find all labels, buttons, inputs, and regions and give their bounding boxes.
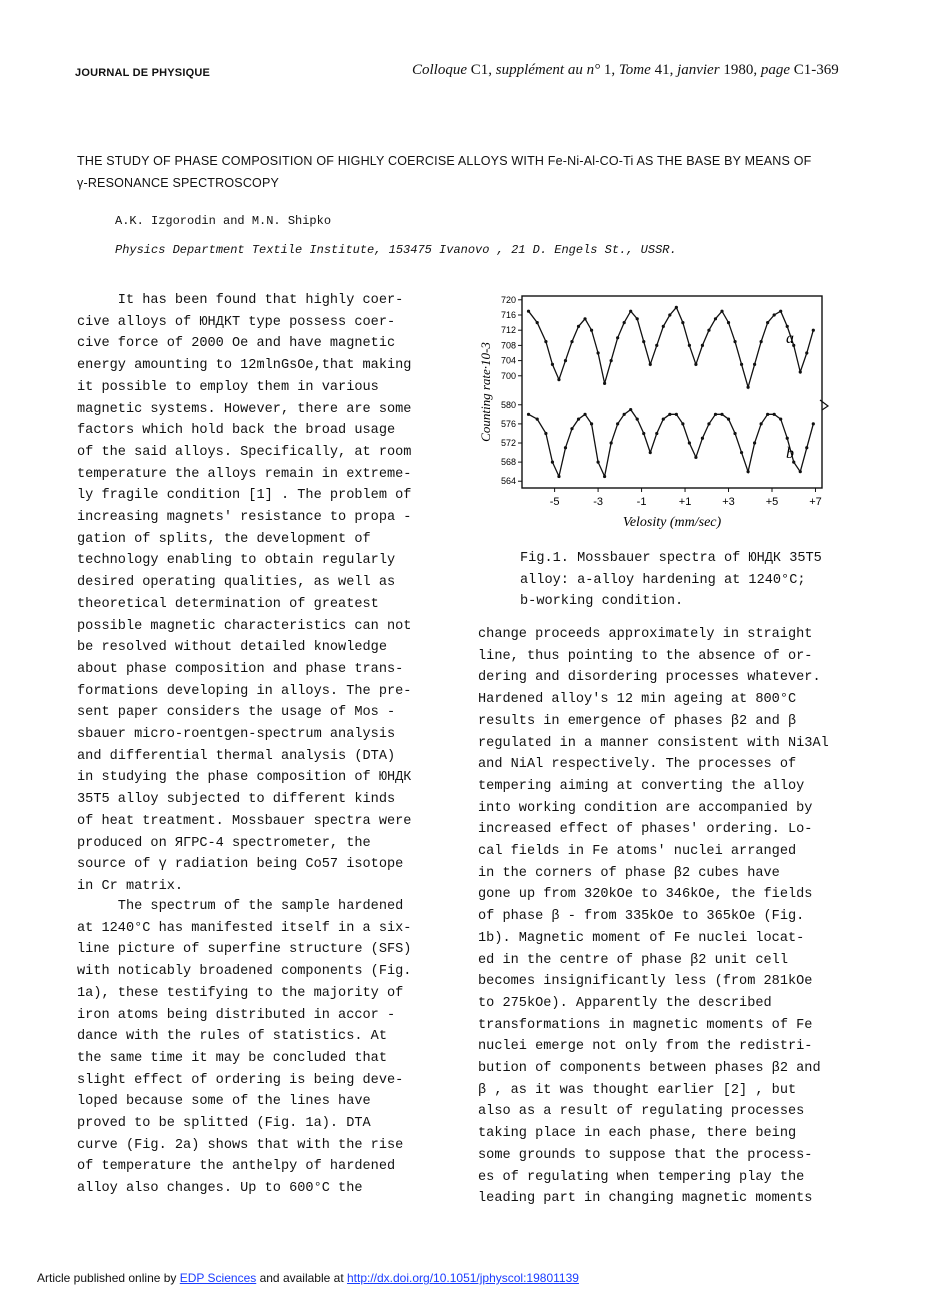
data-point-b <box>720 413 723 416</box>
body-column-left-paragraph-1: It has been found that highly coer- cive alloys of ЮНДКТ type possess coer- cive force of 2000 Oe and have magnetic energy amounting to 12mlnGsOe,that making it possible to employ them in various magnetic systems. However, there are some factors which hold back the broad usage of the said alloys. Specifically, at room temperature the alloys remain in extreme- ly fragile condition [1] . The problem of increasing magnets' resistance to propa - gation of splits, the development of technology enabling to obtain regularly desired operating qualities, as well as theoretical determination of greatest possible magnetic characteristics can not be resolved without detailed knowledge about phase composition and phase trans- formations developing in alloys. The pre- sent paper considers the usage of Mos - sbauer micro-roentgen-spectrum analysis and differential thermal analysis (DTA) in studying the phase composition of ЮНДК 35T5 alloy subjected to different kinds of heat treatment. Mossbauer spectra were produced on ЯГРС-4 spectrometer, the source of γ radiation being Co57 isotope in Cr matrix. <box>77 293 412 894</box>
data-point-b <box>590 422 593 425</box>
data-point-b <box>753 441 756 444</box>
data-point-a <box>727 321 730 324</box>
data-point-a <box>623 321 626 324</box>
x-tick-label: +1 <box>678 496 692 508</box>
footer-middle: and available at <box>256 1271 347 1285</box>
data-point-b <box>662 418 665 421</box>
data-point-b <box>812 422 815 425</box>
y-tick-label: 576 <box>500 418 516 429</box>
data-point-b <box>629 408 632 411</box>
data-point-a <box>655 344 658 347</box>
y-tick-label: 572 <box>500 438 516 448</box>
data-point-b <box>701 437 704 440</box>
colloque-part: C1-369 <box>789 62 839 78</box>
data-point-b <box>805 446 808 449</box>
data-point-a <box>662 325 665 328</box>
data-point-b <box>714 413 717 416</box>
y-tick-label: 720 <box>500 294 516 305</box>
data-point-b <box>733 432 736 435</box>
colloque-part: 41, <box>650 62 678 78</box>
x-tick-label: -1 <box>636 496 647 508</box>
data-point-b <box>779 418 782 421</box>
x-tick-label: -5 <box>549 496 560 508</box>
data-point-a <box>668 313 671 316</box>
figure-caption: Fig.1. Mossbauer spectra of ЮНДК 35T5 alloy: a-alloy hardening at 1240°C; b-working condition. <box>520 551 822 610</box>
data-point-a <box>642 340 645 343</box>
data-point-a <box>681 321 684 324</box>
data-point-b <box>557 475 560 478</box>
series-label-b: b <box>786 445 794 462</box>
data-point-a <box>786 325 789 328</box>
data-point-b <box>707 422 710 425</box>
mossbauer-spectra-figure <box>470 288 845 538</box>
colloque-part: page <box>760 62 790 78</box>
y-axis-label: Counting rate·10-3 <box>478 342 493 442</box>
data-point-b <box>623 413 626 416</box>
data-point-a <box>544 340 547 343</box>
data-point-a <box>773 313 776 316</box>
data-point-a <box>753 363 756 366</box>
data-point-b <box>668 413 671 416</box>
data-point-a <box>557 378 560 381</box>
data-point-b <box>616 422 619 425</box>
data-point-a <box>583 317 586 320</box>
data-point-a <box>714 317 717 320</box>
plot-frame <box>522 296 822 488</box>
x-tick-label: +3 <box>722 496 735 508</box>
data-point-a <box>527 310 530 313</box>
paper-title: THE STUDY OF PHASE COMPOSITION OF HIGHLY COERCISE ALLOYS WITH Fe-Ni-Al-CO-Ti AS THE BASE BY MEANS OF γ-RESONANCE SPECTROSCOPY <box>77 154 812 190</box>
data-point-a <box>629 310 632 313</box>
colloque-part: supplément au n° <box>495 62 601 78</box>
series-line-a <box>529 307 814 387</box>
data-point-a <box>551 363 554 366</box>
data-point-a <box>603 382 606 385</box>
y-tick-label: 568 <box>500 457 516 468</box>
y-tick-label: 712 <box>500 325 516 336</box>
data-point-a <box>740 363 743 366</box>
data-point-a <box>649 363 652 366</box>
data-point-b <box>603 475 606 478</box>
data-point-b <box>655 432 658 435</box>
colloque-part: Tome <box>618 62 651 78</box>
data-point-a <box>707 329 710 332</box>
data-point-b <box>727 418 730 421</box>
data-point-b <box>786 437 789 440</box>
data-point-b <box>799 470 802 473</box>
data-point-b <box>694 456 697 459</box>
data-point-a <box>701 344 704 347</box>
data-point-a <box>675 306 678 309</box>
colloque-part: janvier <box>677 62 720 78</box>
data-point-a <box>779 310 782 313</box>
edp-sciences-link[interactable]: EDP Sciences <box>179 1271 257 1285</box>
y-tick-label: 580 <box>500 399 516 410</box>
data-point-b <box>649 451 652 454</box>
data-point-b <box>544 432 547 435</box>
x-tick-label: -3 <box>593 496 603 508</box>
data-point-a <box>805 351 808 354</box>
data-point-a <box>616 336 619 339</box>
y-tick-label: 704 <box>500 355 516 366</box>
author-affiliation: Physics Department Textile Institute, 153475 Ivanovo , 21 D. Engels St., USSR. <box>115 243 677 257</box>
colloque-part: C1, <box>467 62 496 78</box>
x-tick-label: +7 <box>809 496 822 508</box>
colloque-part: 1980, <box>719 62 761 78</box>
data-point-b <box>766 413 769 416</box>
body-column-right: change proceeds approximately in straight line, thus pointing to the absence of or- dering and disordering processes whatever. Hardened alloy's 12 min ageing at 800°C results in emergence of phases β2 and β regulated in a manner consistent with Ni3Al and NiAl respectively. The processes of tempering aiming at converting the alloy into working condition are accompanied by increased effect of phases' ordering. Lo- cal fields in Fe atoms' nuclei arranged in the corners of phase β2 cubes have gone up from 320kOe to 346kOe, the fields of phase β - from 335kOe to 365kOe (Fig. 1b). Magnetic moment of Fe nuclei locat- ed in the centre of phase β2 unit cell becomes insignificantly less (from 281kOe to 275kOe). Apparently the described transformations in magnetic moments of Fe nuclei emerge not only from the redistri- bution of components between phases β2 and β , as it was thought earlier [2] , but also as a result of regulating processes taking place in each phase, there being some grounds to suppose that the process- es of regulating when tempering play the leading part in changing magnetic moments <box>478 627 829 1207</box>
data-point-a <box>590 329 593 332</box>
axis-break-mark <box>820 400 828 410</box>
data-point-b <box>746 470 749 473</box>
data-point-a <box>596 351 599 354</box>
data-point-a <box>577 325 580 328</box>
data-point-b <box>583 413 586 416</box>
colloque-reference <box>412 62 839 79</box>
data-point-b <box>596 461 599 464</box>
body-column-left-paragraph-2: The spectrum of the sample hardened at 1240°C has manifested itself in a six- line picture of superfine structure (SFS) with noticably broadened components (Fig. 1a), these testifying to the majority of iron atoms being distributed in accor - dance with the rules of statistics. At the same time it may be concluded that slight effect of ordering is being deve- loped because some of the lines have proved to be splitted (Fig. 1a). DTA curve (Fig. 2a) shows that with the rise of temperature the anthelpy of hardened alloy also changes. Up to 600°C the <box>77 899 412 1197</box>
data-point-b <box>610 441 613 444</box>
data-point-a <box>766 321 769 324</box>
data-point-b <box>681 422 684 425</box>
data-point-a <box>746 386 749 389</box>
series-label-a: a <box>786 330 794 347</box>
data-point-b <box>577 418 580 421</box>
data-point-b <box>740 451 743 454</box>
footer-prefix: Article published online by <box>37 1271 180 1285</box>
y-tick-label: 716 <box>500 310 516 320</box>
data-point-a <box>760 340 763 343</box>
x-axis-label: Velosity (mm/sec) <box>622 515 722 530</box>
paper-authors: A.K. Izgorodin and M.N. Shipko <box>115 214 332 228</box>
data-point-b <box>642 432 645 435</box>
journal-name: JOURNAL DE PHYSIQUE <box>75 67 211 79</box>
data-point-a <box>694 363 697 366</box>
y-tick-label: 708 <box>500 340 516 351</box>
data-point-b <box>688 441 691 444</box>
doi-link[interactable]: http://dx.doi.org/10.1051/jphyscol:19801139 <box>346 1271 579 1285</box>
data-point-a <box>610 359 613 362</box>
data-point-a <box>564 359 567 362</box>
data-point-b <box>773 413 776 416</box>
colloque-part: 1, <box>600 62 619 78</box>
series-line-b <box>529 410 814 477</box>
data-point-a <box>570 340 573 343</box>
data-point-a <box>799 370 802 373</box>
data-point-a <box>733 340 736 343</box>
data-point-b <box>675 413 678 416</box>
data-point-b <box>570 427 573 430</box>
footer-note <box>37 1271 579 1285</box>
data-point-b <box>760 422 763 425</box>
x-tick-label: +5 <box>765 496 779 508</box>
data-point-a <box>536 321 539 324</box>
data-point-a <box>636 317 639 320</box>
colloque-part: Colloque <box>412 62 467 78</box>
data-point-a <box>720 310 723 313</box>
y-tick-label: 700 <box>500 370 516 381</box>
y-tick-label: 564 <box>500 476 516 487</box>
data-point-a <box>812 329 815 332</box>
data-point-b <box>536 418 539 421</box>
data-point-b <box>551 461 554 464</box>
data-point-a <box>688 344 691 347</box>
data-point-b <box>636 418 639 421</box>
data-point-b <box>564 446 567 449</box>
data-point-b <box>527 413 530 416</box>
